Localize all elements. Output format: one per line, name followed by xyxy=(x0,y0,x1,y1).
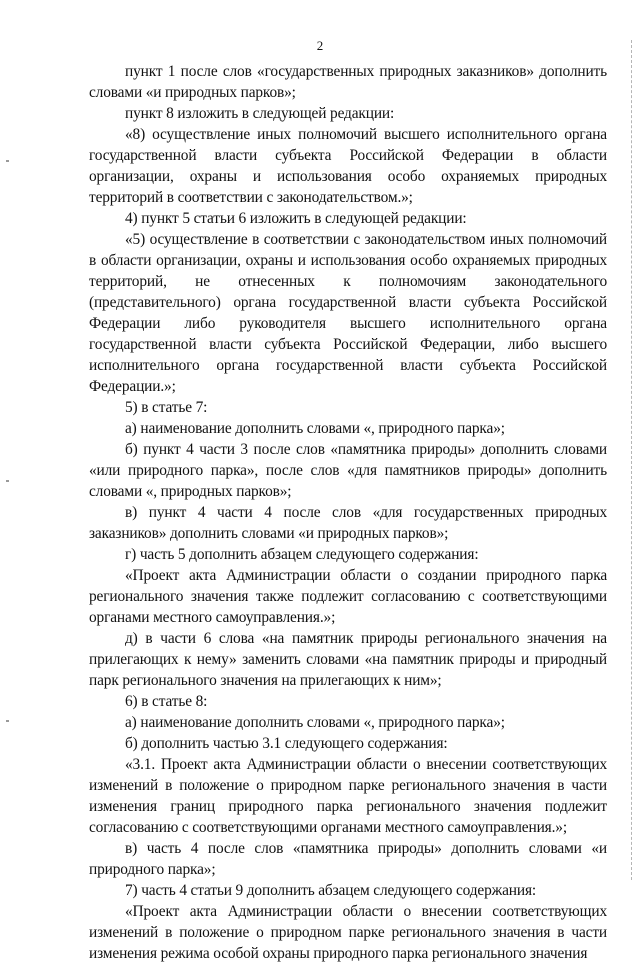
scan-speck xyxy=(6,160,9,162)
paragraph: «5) осуществление в соответствии с законодательством иных полномочий в области организации, охраны и использования особо охраняемых природных территорий, не отнесенных к полномочиям законодательного (представительного) органа государственной власти субъекта Российской Федерации либо руководителя высшего исполнительного органа государственной власти субъекта Российской Федерации, либо высшего исполнительного органа государственной власти субъекта Российской Федерации.»; xyxy=(89,231,607,395)
paragraph: б) пункт 4 части 3 после слов «памятника природы» дополнить словами «или природного парка», после слов «для памятников природы» дополнить словами «, природных парков»; xyxy=(89,441,607,500)
paragraph: 6) в статье 8: xyxy=(125,693,208,710)
paragraph: в) пункт 4 части 4 после слов «для государственных природных заказников» дополнить словами «и природных парков»; xyxy=(89,504,607,542)
scan-speck xyxy=(6,480,9,482)
paragraph: д) в части 6 слова «на памятник природы регионального значения на прилегающих к нему» заменить словами «на памятник природы и природный парк регионального значения на прилегающих к ним»; xyxy=(89,630,607,689)
page-number: 2 xyxy=(316,38,324,53)
paragraph: пункт 1 после слов «государственных природных заказников» дополнить словами «и природных парков»; xyxy=(89,63,607,101)
paragraph: б) дополнить частью 3.1 следующего содержания: xyxy=(125,735,448,752)
paragraph: в) часть 4 после слов «памятника природы» дополнить словами «и природного парка»; xyxy=(89,840,607,878)
paragraph: 5) в статье 7: xyxy=(125,399,208,416)
paragraph: «Проект акта Администрации области о внесении соответствующих изменений в положение о природном парке регионального значения в части изменения режима особой охраны природного парка регионального значения xyxy=(89,903,607,962)
paragraph: 7) часть 4 статьи 9 дополнить абзацем следующего содержания: xyxy=(125,882,537,899)
paragraph: пункт 8 изложить в следующей редакции: xyxy=(125,105,395,122)
paragraph: а) наименование дополнить словами «, природного парка»; xyxy=(125,420,505,437)
scan-speck xyxy=(6,720,9,722)
paragraph: «8) осуществление иных полномочий высшего исполнительного органа государственной власти субъекта Российской Федерации в области организации, охраны и использования особо охраняемых природных территорий в соответствии с законодательством.»; xyxy=(89,126,607,206)
paragraph: а) наименование дополнить словами «, природного парка»; xyxy=(125,714,505,731)
paragraph: «3.1. Проект акта Администрации области о внесении соответствующих изменений в положение о природном парке регионального значения в части изменения границ природного парка регионального значения подлежит согласованию с соответствующими органами местного самоуправления.»; xyxy=(89,756,607,836)
paragraph: 4) пункт 5 статьи 6 изложить в следующей редакции: xyxy=(125,210,467,227)
paragraph: «Проект акта Администрации области о создании природного парка регионального значения также подлежит согласованию с соответствующими органами местного самоуправления.»; xyxy=(89,567,607,626)
paragraph: г) часть 5 дополнить абзацем следующего содержания: xyxy=(125,546,479,563)
document-body xyxy=(89,61,607,964)
scan-edge-line xyxy=(630,40,632,880)
